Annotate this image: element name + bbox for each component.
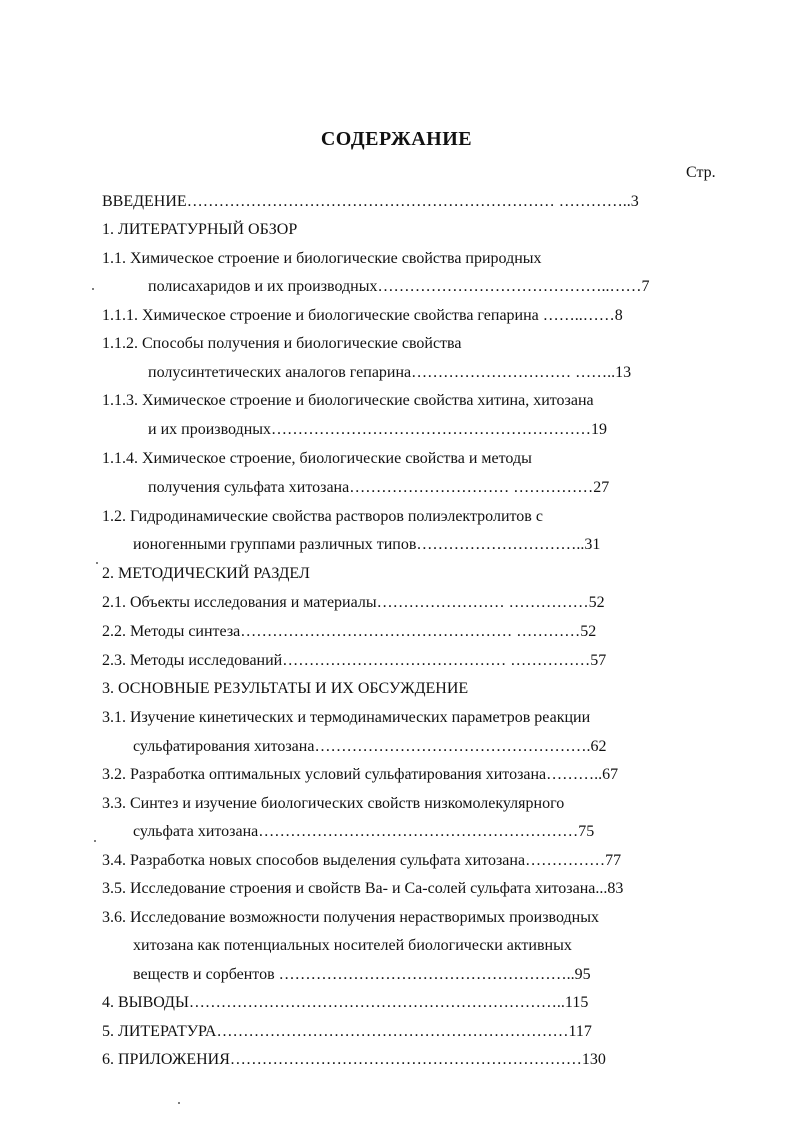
toc-line-section-6: 6. ПРИЛОЖЕНИЯ…………………………………………………………130: [102, 1051, 606, 1068]
toc-line-3-3: 3.3. Синтез и изучение биологических свойств низкомолекулярного: [102, 795, 565, 812]
toc-line-3-5: 3.5. Исследование строения и свойств Ba- и Ca-солей сульфата хитозана...83: [102, 880, 624, 897]
scan-speck: [92, 288, 94, 290]
scan-speck: [96, 562, 98, 564]
toc-line-1-1-2-cont: полусинтетических аналогов гепарина………………………… ……..13: [148, 364, 632, 381]
toc-line-3-3-cont: сульфата хитозана……………………………………………………75: [133, 823, 595, 840]
toc-line-1-2-cont: ионогенными группами различных типов…………………………..31: [133, 536, 601, 553]
toc-line-1-1-1: 1.1.1. Химическое строение и биологические свойства гепарина ……..……8: [102, 307, 623, 324]
toc-line-1-1-2: 1.1.2. Способы получения и биологические свойства: [102, 335, 462, 352]
toc-line-1-1-4: 1.1.4. Химическое строение, биологические свойства и методы: [102, 450, 532, 467]
toc-line-2-2: 2.2. Методы синтеза…………………………………………… …………52: [102, 623, 597, 640]
toc-line-1-1-3-cont: и их производных……………………………………………………19: [148, 421, 608, 438]
toc-line-section-3: 3. ОСНОВНЫЕ РЕЗУЛЬТАТЫ И ИХ ОБСУЖДЕНИЕ: [102, 680, 469, 697]
toc-line-3-6-cont-2: веществ и сорбентов ………………………………………………..95: [133, 966, 591, 983]
toc-line-3-1: 3.1. Изучение кинетических и термодинамических параметров реакции: [102, 709, 591, 726]
toc-line-section-4: 4. ВЫВОДЫ……………………………………………………………..115: [102, 994, 589, 1011]
toc-line-1-1-3: 1.1.3. Химическое строение и биологические свойства хитина, хитозана: [102, 392, 594, 409]
toc-line-1-1-4-cont: получения сульфата хитозана………………………… ……………27: [148, 479, 610, 496]
toc-line-2-3: 2.3. Методы исследований…………………………………… ……………57: [102, 652, 607, 669]
toc-line-1-1: 1.1. Химическое строение и биологические свойства природных: [102, 250, 542, 267]
toc-line-section-5: 5. ЛИТЕРАТУРА…………………………………………………………117: [102, 1023, 592, 1040]
toc-line-3-2: 3.2. Разработка оптимальных условий сульфатирования хитозана………..67: [102, 766, 619, 783]
toc-line-3-6: 3.6. Исследование возможности получения нерастворимых производных: [102, 909, 599, 926]
scan-speck: [178, 1102, 180, 1104]
toc-line-section-1: 1. ЛИТЕРАТУРНЫЙ ОБЗОР: [102, 221, 298, 238]
toc-line-1-2: 1.2. Гидродинамические свойства растворов полиэлектролитов с: [102, 508, 543, 525]
scan-speck: [94, 840, 96, 842]
toc-line-3-4: 3.4. Разработка новых способов выделения сульфата хитозана……………77: [102, 852, 622, 869]
toc-line-2-1: 2.1. Объекты исследования и материалы…………………… ……………52: [102, 594, 605, 611]
toc-line-introduction: ВВЕДЕНИЕ…………………………………………………………… …………..3: [102, 193, 639, 210]
toc-line-3-1-cont: сульфатирования хитозана…………………………………………….62: [133, 738, 607, 755]
page-title: СОДЕРЖАНИЕ: [320, 128, 473, 150]
toc-line-3-6-cont: хитозана как потенциальных носителей биологически активных: [133, 937, 572, 954]
toc-line-1-1-cont: полисахаридов и их производных……………………………………..……7: [148, 278, 650, 295]
toc-line-section-2: 2. МЕТОДИЧЕСКИЙ РАЗДЕЛ: [102, 565, 310, 582]
page-column-label: Стр.: [686, 164, 716, 181]
